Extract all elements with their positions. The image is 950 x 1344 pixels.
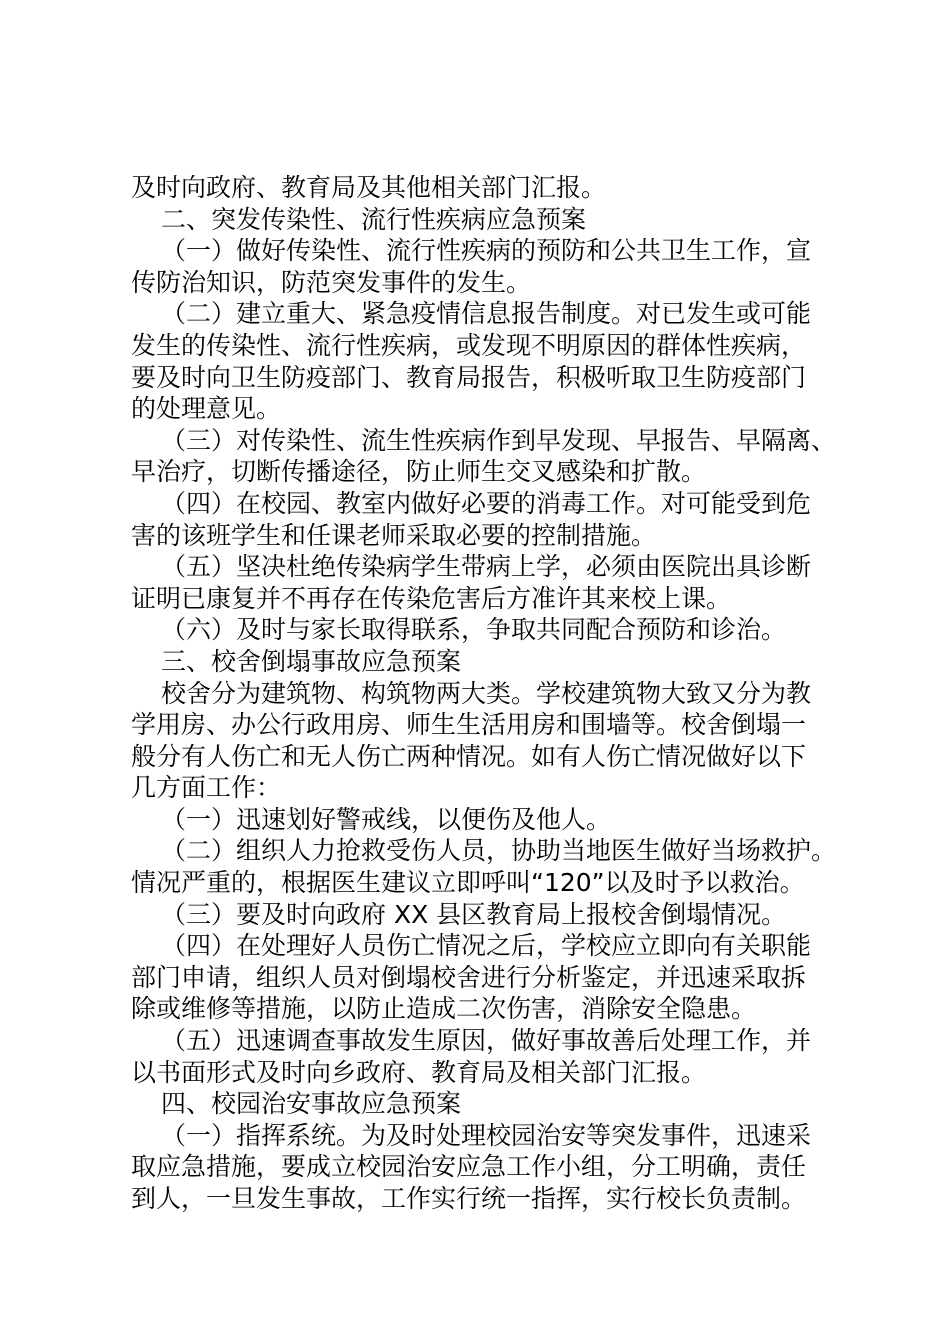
section-heading: 二、突发传染性、流行性疾病应急预案 — [161, 204, 587, 234]
paragraph-line: （五）坚决杜绝传染病学生带病上学，必须由医院出具诊断 — [161, 552, 812, 582]
paragraph-line: （一）做好传染性、流行性疾病的预防和公共卫生工作，宣 — [161, 236, 812, 266]
paragraph-line: 般分有人伤亡和无人伤亡两种情况。如有人伤亡情况做好以下 — [131, 741, 807, 771]
paragraph-line: （四）在处理好人员伤亡情况之后，学校应立即向有关职能 — [161, 931, 812, 961]
paragraph-line: 及时向政府、教育局及其他相关部门汇报。 — [131, 173, 607, 202]
paragraph-line: 以书面形式及时向乡政府、教育局及相关部门汇报。 — [131, 1057, 707, 1087]
paragraph-line: 传防治知识，防范突发事件的发生。 — [131, 267, 532, 297]
paragraph-line: （一）迅速划好警戒线，以便伤及他人。 — [161, 804, 612, 834]
paragraph-line: 学用房、办公行政用房、师生生活用房和围墙等。校舍倒塌一 — [131, 710, 807, 740]
paragraph-line: 发生的传染性、流行性疾病，或发现不明原因的群体性疾病， — [131, 330, 807, 360]
paragraph-line: 取应急措施，要成立校园治安应急工作小组，分工明确，责任 — [131, 1152, 807, 1182]
paragraph-line: 害的该班学生和任课老师采取必要的控制措施。 — [131, 520, 657, 550]
section-heading: 三、校舍倒塌事故应急预案 — [161, 646, 462, 676]
paragraph-line: （四）在校园、教室内做好必要的消毒工作。对可能受到危 — [161, 488, 812, 518]
paragraph-line: （一）指挥系统。为及时处理校园治安等突发事件，迅速采 — [161, 1120, 812, 1150]
section-heading: 四、校园治安事故应急预案 — [161, 1089, 462, 1119]
paragraph-line: 的处理意见。 — [131, 394, 282, 424]
paragraph-line: 几方面工作： — [131, 773, 282, 803]
paragraph-line: （六）及时与家长取得联系，争取共同配合预防和诊治。 — [161, 615, 787, 645]
paragraph-line: （三）要及时向政府 XX 县区教育局上报校舍倒塌情况。 — [161, 899, 787, 929]
paragraph-line: （五）迅速调查事故发生原因，做好事故善后处理工作，并 — [161, 1026, 812, 1056]
paragraph-line: 到人，一旦发生事故，工作实行统一指挥，实行校长负责制。 — [131, 1184, 807, 1213]
paragraph-line: 部门申请，组织人员对倒塌校舍进行分析鉴定，并迅速采取拆 — [131, 962, 807, 992]
paragraph-line: （三）对传染性、流生性疾病作到早发现、早报告、早隔离、 — [161, 425, 837, 455]
paragraph-line: 要及时向卫生防疫部门、教育局报告，积极听取卫生防疫部门 — [131, 362, 807, 392]
paragraph-line: 情况严重的，根据医生建议立即呼叫“120”以及时予以救治。 — [131, 868, 805, 898]
document-body — [131, 172, 837, 1215]
paragraph-line: （二）组织人力抢救受伤人员，协助当地医生做好当场救护。 — [161, 836, 837, 866]
paragraph-line: （二）建立重大、紧急疫情信息报告制度。对已发生或可能 — [161, 299, 812, 329]
paragraph-line: 校舍分为建筑物、构筑物两大类。学校建筑物大致又分为教 — [161, 678, 812, 708]
paragraph-line: 除或维修等措施，以防止造成二次伤害，消除安全隐患。 — [131, 994, 757, 1024]
paragraph-line: 证明已康复并不再存在传染危害后方准许其来校上课。 — [131, 583, 732, 613]
paragraph-line: 早治疗，切断传播途径，防止师生交叉感染和扩散。 — [131, 457, 707, 487]
